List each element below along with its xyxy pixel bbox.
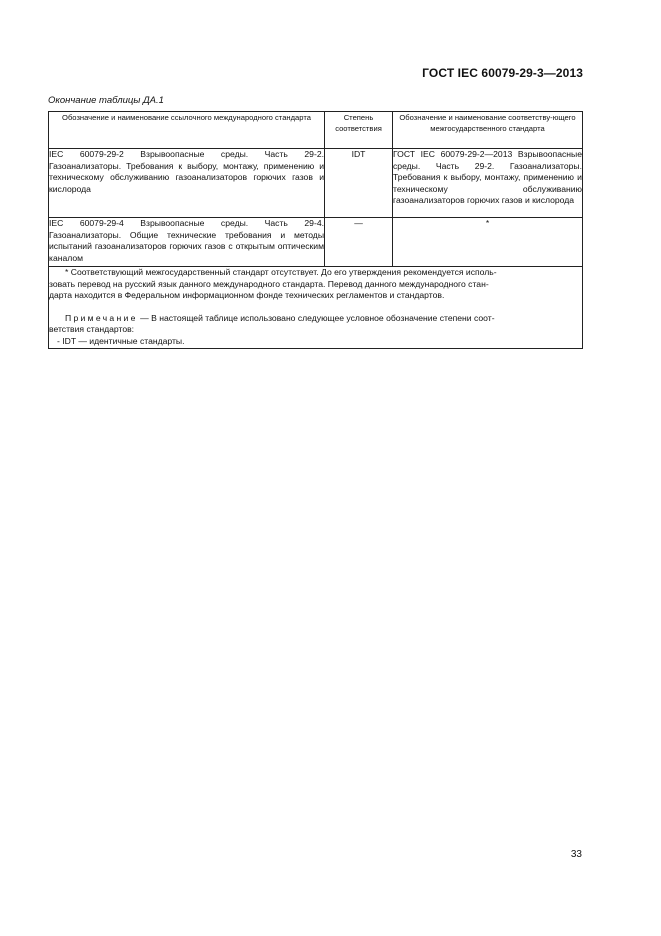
cell-reference-standard: IEC 60079-29-2 Взрывоопасные среды. Часть 29-2. Газоанализаторы. Требования к выбору, монтажу, применению и техническому обслуживанию газоанализаторов горючих газов и кислорода — [49, 149, 325, 218]
page-number: 33 — [570, 849, 582, 860]
note-label: Примечание — [65, 312, 138, 323]
cell-interstate-standard: * — [393, 218, 583, 267]
table-row — [49, 149, 583, 218]
table-caption: Окончание таблицы ДА.1 — [48, 95, 164, 106]
table-row — [49, 218, 583, 267]
cell-interstate-standard: ГОСТ IEC 60079-29-2—2013 Взрывоопасные среды. Часть 29-2. Газоанализаторы. Требования к выбору, монтажу, применению и техническому обслуживанию газоанализаторов горючих газов и кислорода — [393, 149, 583, 218]
legend-item: - IDT — идентичные стандарты. — [57, 335, 185, 346]
column-header-degree: Степень соответствия — [325, 112, 393, 149]
cell-degree: — — [325, 218, 393, 267]
footnote-line: * Соответствующий межгосударственный стандарт отсутствует. До его утверждения рекомендуется исполь- — [65, 267, 497, 277]
note-line — [49, 313, 582, 325]
footnote-cell — [49, 267, 583, 349]
note-line: ветствия стандартов: — [49, 324, 135, 335]
footnote-line: дарта находится в Федеральном информационном фонде технических регламентов и стандартов. — [49, 290, 445, 301]
footnote-line: зовать перевод на русский язык данного международного стандарта. Перевод данного международного стан- — [49, 278, 489, 289]
reference-standards-table — [48, 111, 583, 349]
column-header-reference: Обозначение и наименование ссылочного международного стандарта — [49, 112, 325, 149]
cell-degree: IDT — [325, 149, 393, 218]
table-footnote-row — [49, 267, 583, 349]
document-header: ГОСТ IEC 60079-29-3—2013 — [422, 66, 583, 80]
cell-reference-standard: IEC 60079-29-4 Взрывоопасные среды. Часть 29-4. Газоанализаторы. Общие технические требования и методы испытаний газоанализаторов горючих газов с открытым оптическим каналом — [49, 218, 325, 267]
note-text: — В настоящей таблице использовано следующее условное обозначение степени соот- — [137, 312, 495, 323]
column-header-interstate: Обозначение и наименование соответству-ющего межгосударственного стандарта — [393, 112, 583, 149]
table-header-row — [49, 112, 583, 149]
